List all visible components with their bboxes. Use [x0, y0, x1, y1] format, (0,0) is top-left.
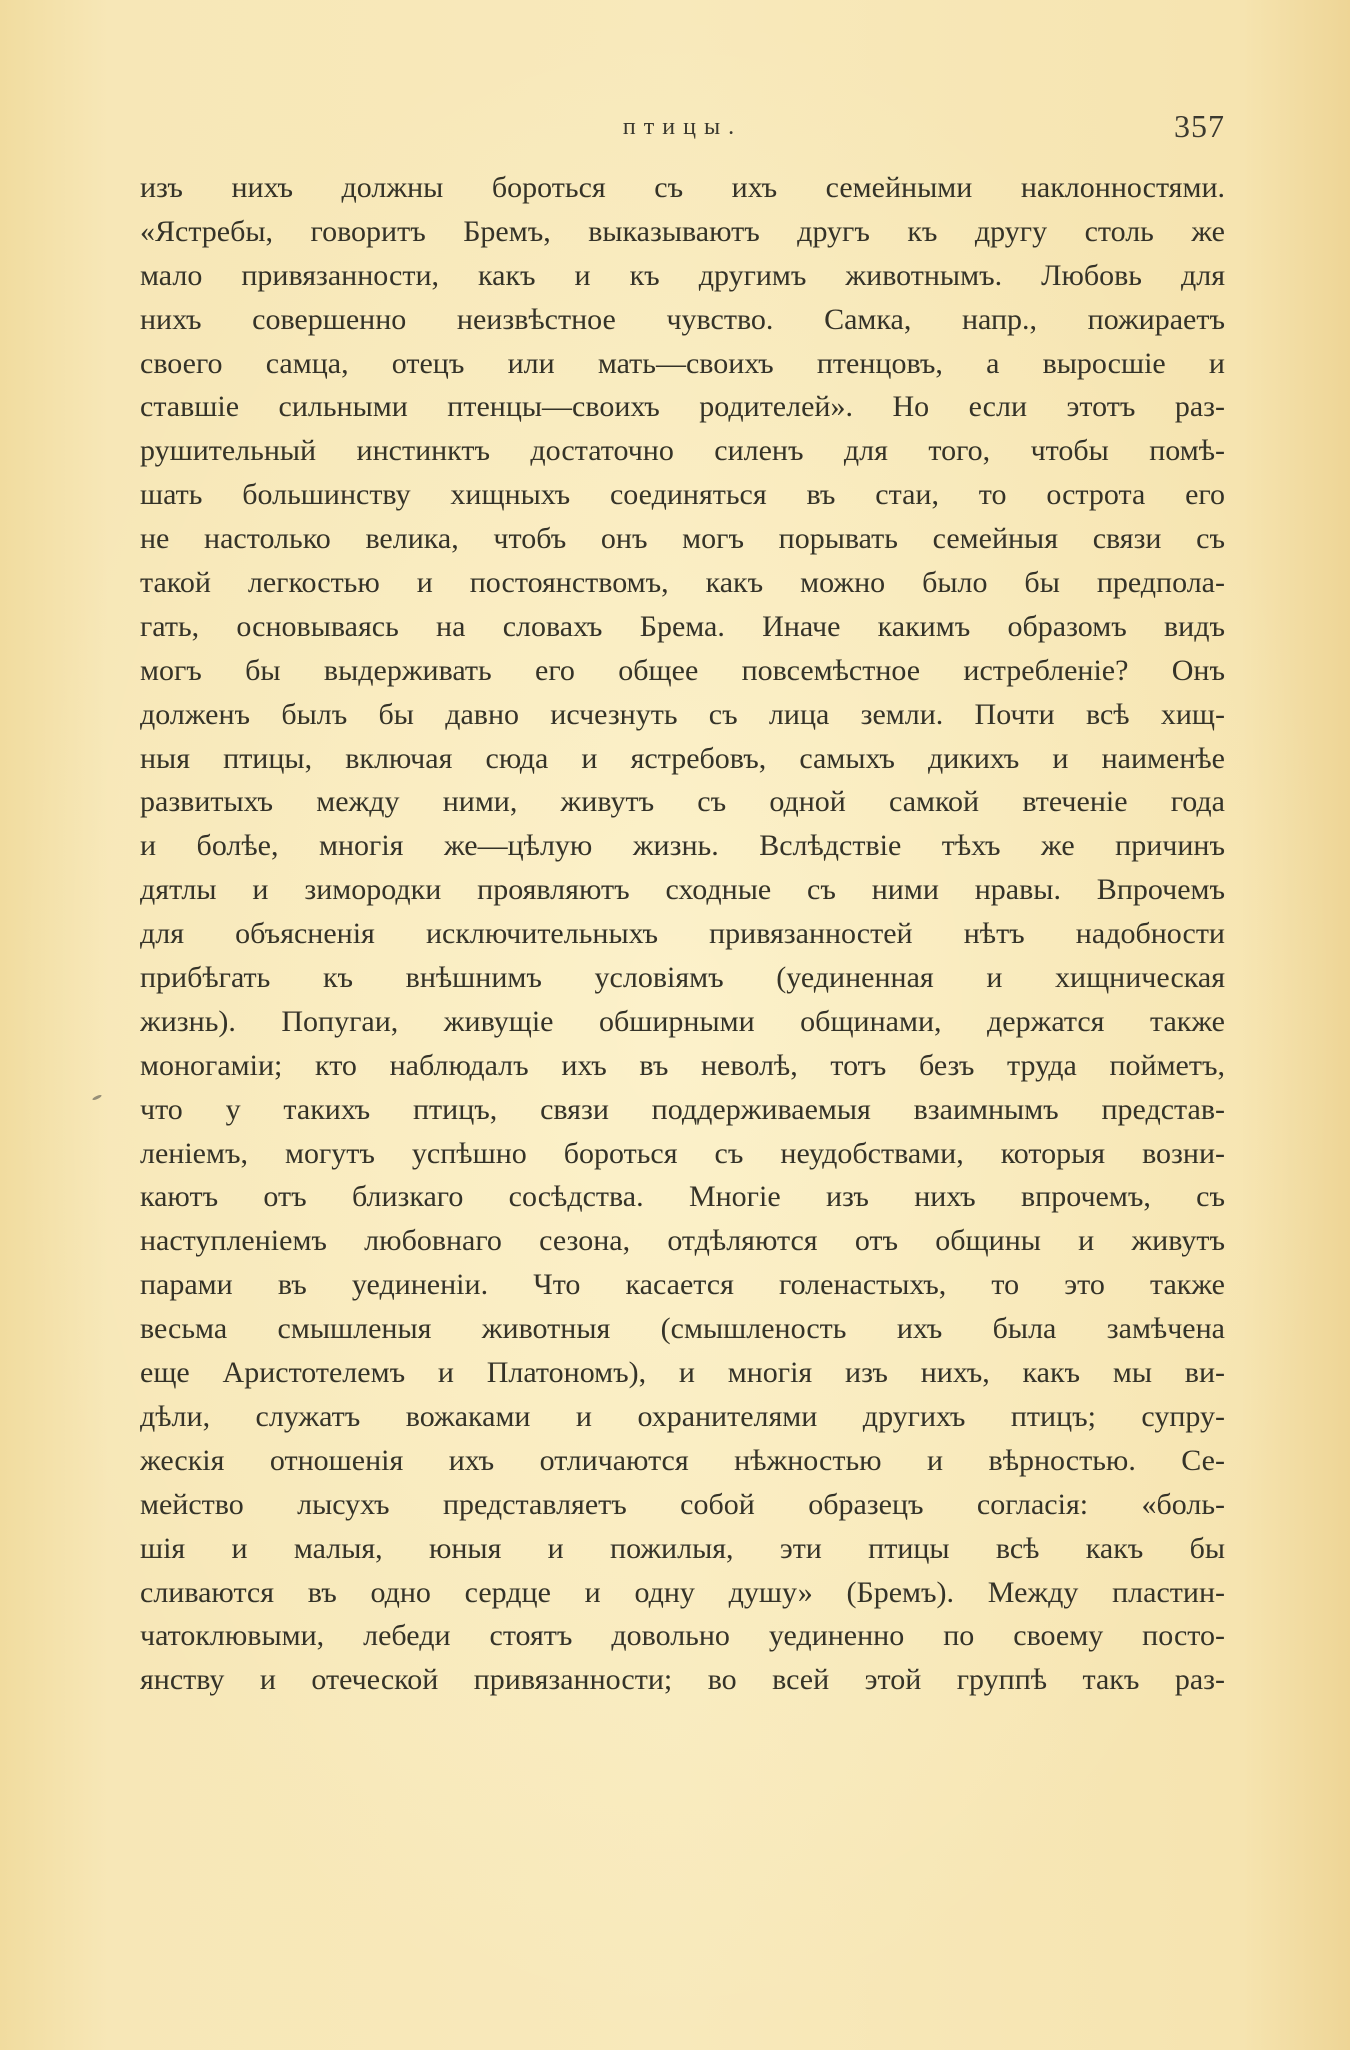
text-line: не настолько велика, чтобъ онъ могъ порывать семейныя связи съ: [140, 522, 1225, 556]
text-line: прибѣгать къ внѣшнимъ условіямъ (уединенная и хищническая: [140, 961, 1225, 995]
running-title: птицы.: [622, 114, 743, 140]
body-text: [140, 166, 1225, 1702]
text-line: нихъ совершенно неизвѣстное чувство. Самка, напр., пожираетъ: [140, 302, 1225, 336]
text-line: что у такихъ птицъ, связи поддерживаемыя взаимнымъ представ-: [140, 1092, 1225, 1126]
ink-speck: [92, 1094, 102, 1101]
text-line: еще Аристотелемъ и Платономъ), и многія изъ нихъ, какъ мы ви-: [140, 1356, 1225, 1390]
text-line: дятлы и зимородки проявляютъ сходные съ ними нравы. Впрочемъ: [140, 873, 1225, 907]
page-number: 357: [1174, 108, 1225, 144]
text-line: и болѣе, многія же—цѣлую жизнь. Вслѣдствіе тѣхъ же причинъ: [140, 829, 1225, 863]
running-head: [140, 108, 1225, 148]
text-line: «Ястребы, говоритъ Бремъ, выказываютъ другъ къ другу столь же: [140, 214, 1225, 248]
text-line: каютъ отъ близкаго сосѣдства. Многіе изъ нихъ впрочемъ, съ: [140, 1180, 1225, 1214]
text-line: моногаміи; кто наблюдалъ ихъ въ неволѣ, тотъ безъ труда пойметъ,: [140, 1048, 1225, 1082]
text-line: ныя птицы, включая сюда и ястребовъ, самыхъ дикихъ и наименѣе: [140, 741, 1225, 775]
text-line: ставшіе сильными птенцы—своихъ родителей». Но если этотъ раз-: [140, 390, 1225, 424]
text-line: изъ нихъ должны бороться съ ихъ семейными наклонностями.: [140, 171, 1225, 204]
text-line: янству и отеческой привязанности; во всей этой группѣ такъ раз-: [140, 1663, 1225, 1697]
text-line: леніемъ, могутъ успѣшно бороться съ неудобствами, которыя возни-: [140, 1136, 1225, 1170]
text-line: дѣли, служатъ вожаками и охранителями другихъ птицъ; супру-: [140, 1399, 1225, 1433]
text-line: своего самца, отецъ или мать—своихъ птенцовъ, а выросшіе и: [140, 346, 1225, 380]
text-line: мало привязанности, какъ и къ другимъ животнымъ. Любовь для: [140, 258, 1225, 292]
text-line: мейство лысухъ представляетъ собой образецъ согласія: «боль-: [140, 1487, 1225, 1521]
text-line: могъ бы выдерживать его общее повсемѣстное истребленіе? Онъ: [140, 653, 1225, 687]
text-line: для объясненія исключительныхъ привязанностей нѣтъ надобности: [140, 917, 1225, 951]
text-line: такой легкостью и постоянствомъ, какъ можно было бы предпола-: [140, 566, 1225, 600]
text-line: жизнь). Попугаи, живущіе обширными общинами, держатся также: [140, 1004, 1225, 1038]
text-line: сливаются въ одно сердце и одну душу» (Бремъ). Между пластин-: [140, 1575, 1225, 1609]
text-line: гать, основываясь на словахъ Брема. Иначе какимъ образомъ видъ: [140, 609, 1225, 643]
text-line: наступленіемъ любовнаго сезона, отдѣляются отъ общины и живутъ: [140, 1224, 1225, 1258]
text-line: парами въ уединеніи. Что касается голенастыхъ, то это также: [140, 1268, 1225, 1302]
text-line: шать большинству хищныхъ соединяться въ стаи, то острота его: [140, 478, 1225, 512]
text-line: долженъ былъ бы давно исчезнуть съ лица земли. Почти всѣ хищ-: [140, 697, 1225, 731]
text-line: весьма смышленыя животныя (смышленость ихъ была замѣчена: [140, 1312, 1225, 1346]
text-line: развитыхъ между ними, живутъ съ одной самкой втеченіе года: [140, 785, 1225, 819]
text-line: чатоклювыми, лебеди стоятъ довольно уединенно по своему посто-: [140, 1619, 1225, 1653]
text-line: рушительный инстинктъ достаточно силенъ для того, чтобы помѣ-: [140, 434, 1225, 468]
text-line: шія и малыя, юныя и пожилыя, эти птицы всѣ какъ бы: [140, 1531, 1225, 1565]
text-line: жескія отношенія ихъ отличаются нѣжностью и вѣрностью. Се-: [140, 1443, 1225, 1477]
